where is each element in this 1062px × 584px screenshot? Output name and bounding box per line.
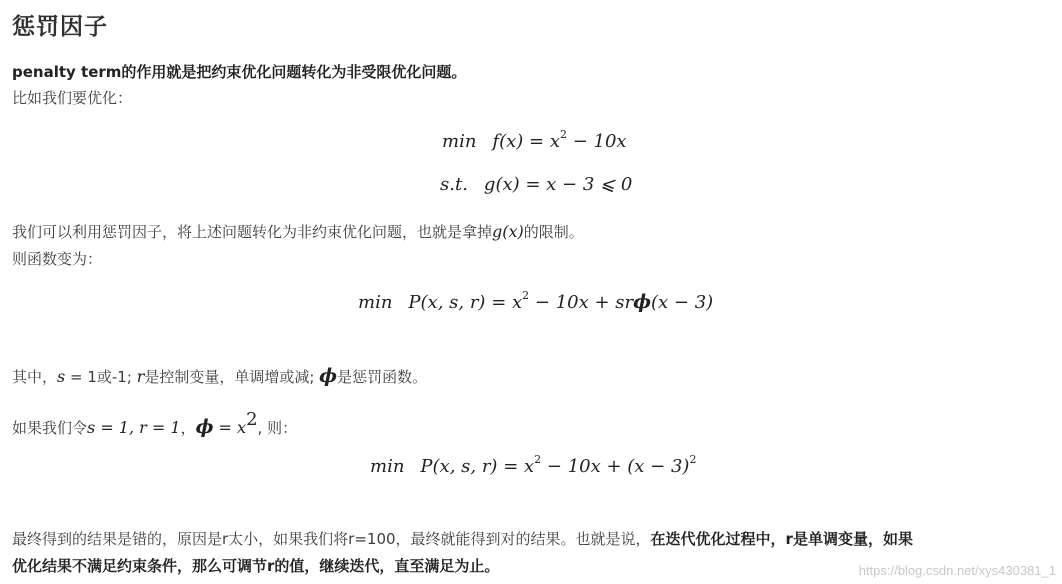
para3-c: 是控制变量，单调增或减; [144,368,320,386]
equation-constraint [440,174,632,195]
eq3-exponent: 2 [522,289,530,302]
eq3-op: min [358,292,393,313]
para4-b: ， [180,419,196,437]
phi-symbol: ϕ [633,291,652,313]
para3-b: = 1或-1; [70,368,137,386]
eq1-op: min [442,131,477,152]
eq2-rhs: = x − 3 ⩽ 0 [525,174,633,195]
eq3-c: (x − 3) [651,292,714,313]
phi-symbol: ϕ [319,365,338,387]
eq2-op: s.t. [440,174,468,195]
para5-a: 最终得到的结果是错的，原因是r太小，如果我们将r=100，最终就能得到对的结果。也就是说， [12,530,651,548]
eq1-lhs: f(x) [492,131,524,152]
intro-line: 比如我们要优化： [12,89,133,107]
para4-exponent: 2 [246,409,258,430]
equation-penalized [358,291,713,313]
para4-math: s = 1, r = 1 [87,418,181,437]
para5-bold1: 在迭代优化过程中，r是单调变量，如果 [650,530,913,548]
eq4-b: − 10x + (x − 3) [541,456,690,477]
eq4-a: = x [503,456,535,477]
para3-d: 是惩罚函数。 [337,368,428,386]
eq3-a: = x [491,292,523,313]
para-where [12,365,427,388]
eq4-op: min [370,456,405,477]
para-function-becomes: 则函数变为： [12,250,103,268]
eq3-b: − 10x + sr [529,292,634,313]
para-if-we-let [12,411,297,439]
para-conclusion-line1 [12,528,913,550]
para4-c: , 则： [257,419,298,437]
para3-r: r [136,367,145,386]
para-penalty-intro [12,221,584,243]
equation-objective [442,130,627,152]
phi-symbol: ϕ [195,416,214,438]
eq4-lhs: P(x, s, r) [420,456,498,477]
section-heading: 惩罚因子 [12,14,108,40]
intro-bold-line: penalty term的作用就是把约束优化问题转化为非受限优化问题。 [12,63,467,81]
para4-math2: = x [213,418,247,437]
para2-math: g(x) [492,222,524,241]
para-conclusion-line2: 优化结果不满足约束条件，那么可调节r的值，继续迭代，直至满足为止。 [12,557,500,575]
eq1-exponent: 2 [559,128,567,141]
eq2-lhs: g(x) [483,174,520,195]
para3-s: s [57,367,66,386]
eq1-rhs-b: − 10x [566,131,627,152]
eq3-lhs: P(x, s, r) [408,292,486,313]
watermark: https://blog.csdn.net/xys430381_1 [858,563,1056,578]
equation-quadratic-penalty [370,455,696,477]
para2-text-b: 的限制。 [523,223,584,241]
eq4-exponent: 2 [534,453,542,466]
para3-a: 其中， [12,368,58,386]
para2-text-a: 我们可以利用惩罚因子，将上述问题转化为非约束优化问题，也就是拿掉 [12,223,493,241]
eq4-exponent2: 2 [689,453,697,466]
para4-a: 如果我们令 [12,419,88,437]
eq1-rhs-a: = x [529,131,560,152]
